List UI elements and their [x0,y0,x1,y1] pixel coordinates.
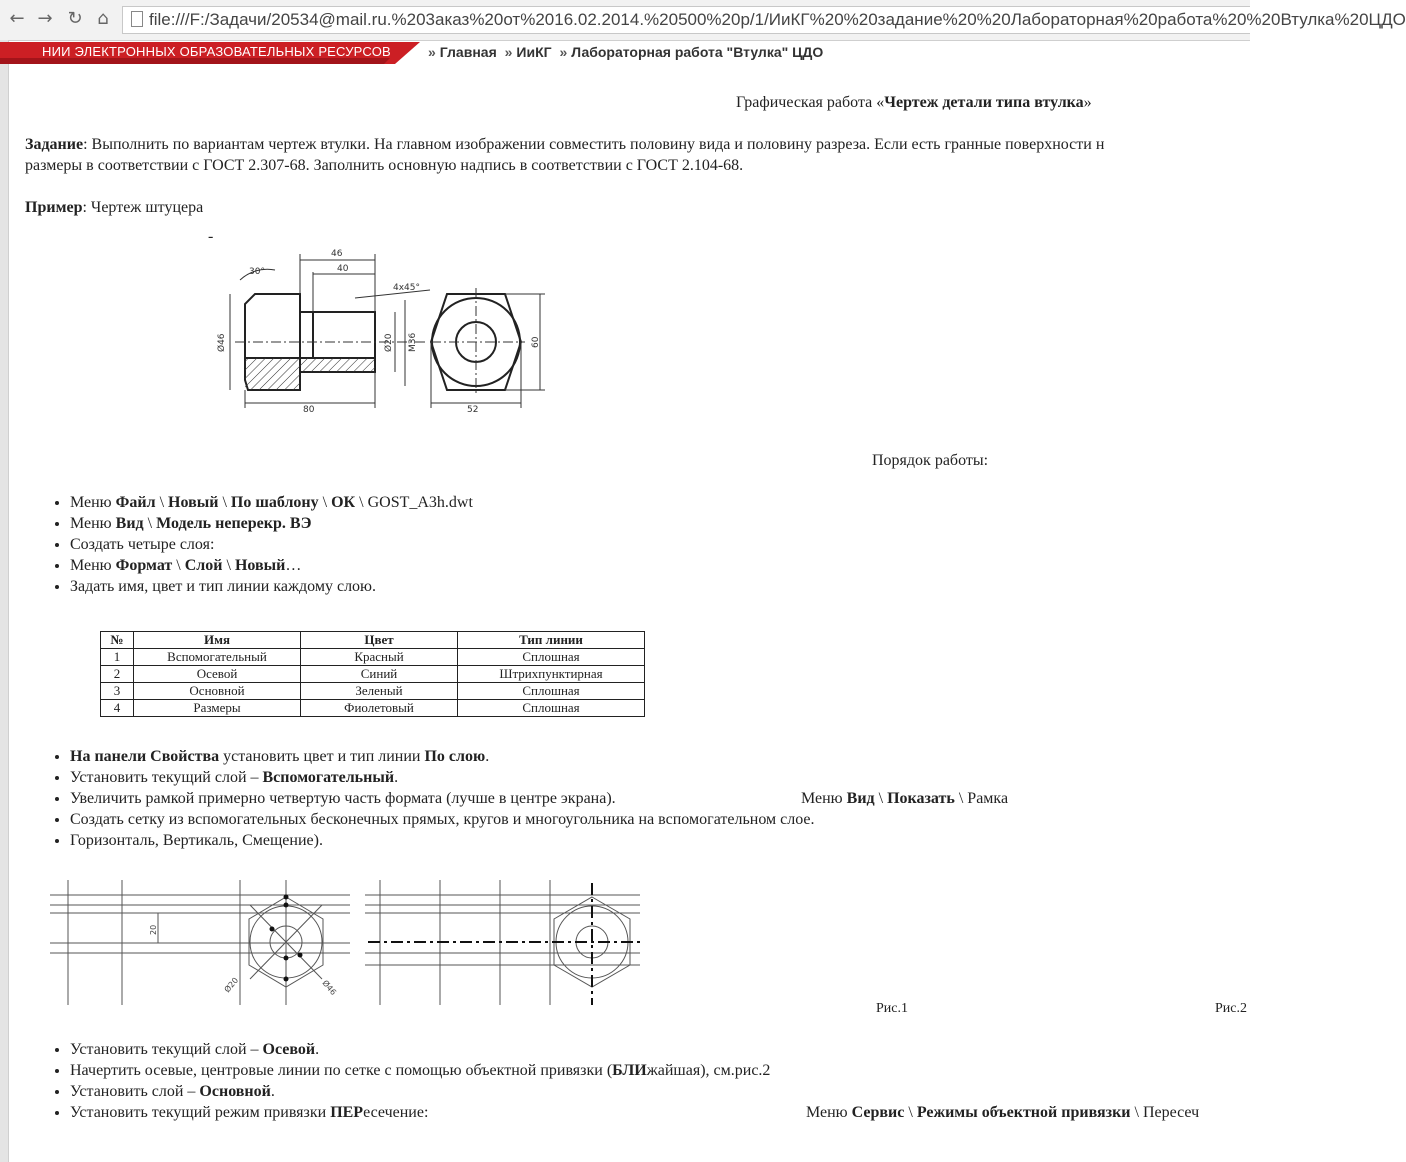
text-fragment: Создать сетку из вспомогательных бесконечных прямых, кругов и многоугольника на вспомогательном слое. [70,811,815,828]
bold-text: Новый [234,557,286,574]
list-item [70,1039,770,1060]
text-fragment: Установить слой – [70,1083,200,1100]
col-header-name: Имя [134,632,301,649]
list-item [70,809,815,830]
browser-toolbar [0,0,1406,41]
list-item [70,492,473,513]
window-left-edge [0,40,9,1162]
bold-text: Осевой [262,1041,316,1058]
text-fragment: Начертить осевые, центровые линии по сетке с помощью объектной привязки ( [70,1062,613,1079]
table-row [101,683,645,700]
list-item [70,555,473,576]
text-fragment: \ [155,494,169,511]
fig1-caption: Рис.1 [876,1001,908,1016]
cell-number: 4 [101,700,134,717]
text-fragment: . [485,748,490,765]
bold-text: Вспомогательный [262,769,395,786]
text-fragment: \ [222,557,235,574]
text-fragment: есечение: [363,1104,429,1121]
cell-linetype: Сплошная [458,649,645,666]
table-row [101,700,645,717]
col-header-color: Цвет [301,632,458,649]
cell-color: Красный [301,649,458,666]
text-fragment: Меню [70,515,116,532]
bold-text: Слой [184,557,223,574]
steps-list-3 [50,1039,770,1123]
list-item [70,513,473,534]
fig2-caption: Рис.2 [1215,1001,1247,1016]
list-item [70,767,815,788]
bold-text: По шаблону [230,494,319,511]
text-fragment: \ GOST_A3h.dwt [355,494,473,511]
text-fragment: Горизонталь, Вертикаль, Смещение). [70,832,323,849]
text-fragment: Меню [70,494,116,511]
bold-text: По слою [424,748,486,765]
text-fragment: Установить текущий режим привязки [70,1104,331,1121]
steps-list-1 [50,492,473,597]
text-fragment: установить цвет и тип линии [219,748,425,765]
cell-color: Фиолетовый [301,700,458,717]
fitting-drawing [205,240,555,415]
bold-text: На панели Свойства [70,748,220,765]
text-fragment: \ [904,1104,917,1121]
layers-table [100,631,645,717]
page-title [736,92,1092,113]
text-fragment: \ Пересеч [1130,1104,1200,1121]
cell-linetype: Сплошная [458,700,645,717]
dim-52: 52 [467,405,479,415]
fig-dim-phi20: Ø20 [222,975,241,995]
snap-menu-path [806,1102,1199,1123]
dim-phi46: Ø46 [217,333,227,352]
table-row [101,666,645,683]
cell-name: Размеры [134,700,301,717]
list-item [70,830,815,851]
bold-text: Вид [846,790,875,807]
list-item [70,576,473,597]
steps-list-2 [50,746,815,851]
text-fragment: \ Рамка [954,790,1009,807]
cell-number: 1 [101,649,134,666]
col-header-number: № [101,632,134,649]
forward-arrow-icon[interactable]: → [37,8,53,29]
title-suffix: » [1083,94,1092,111]
breadcrumb-separator: » [428,44,436,60]
reload-icon[interactable]: ↻ [67,8,83,29]
bold-text: Режимы объектной привязки [916,1104,1131,1121]
text-fragment: \ [218,494,231,511]
text-fragment: . [270,1083,275,1100]
text-fragment: Задать имя, цвет и тип линии каждому слою. [70,578,376,595]
task-text: : Выполнить по вариантам чертеж втулки. На главном изображении совместить половину вида и половину разреза. Если есть гранные поверхности н [83,136,1105,153]
table-row [101,649,645,666]
list-item [70,1102,770,1123]
text-fragment: Установить текущий слой – [70,1041,263,1058]
address-url[interactable]: file:///F:/Задачи/20534@mail.ru.%203аказ%20от%2016.02.2014.%20500%20р/1/ИиКГ%20%20задание%20%20Лабораторная%20работа%20%20Втулка%20ЦДО [149,10,1406,29]
bold-text: Основной [199,1083,271,1100]
site-banner-title[interactable]: НИИ ЭЛЕКТРОННЫХ ОБРАЗОВАТЕЛЬНЫХ РЕСУРСОВ [42,44,391,59]
bold-text: Сервис [851,1104,905,1121]
bold-text: ПЕР [330,1104,364,1121]
example-text: : Чертеж штуцера [82,199,204,216]
bold-text: Модель неперекр. ВЭ [156,515,312,532]
dim-46-top: 46 [331,249,343,259]
breadcrumb [424,44,823,60]
dim-m36: M36 [408,332,418,352]
dim-angle: 30° [249,267,265,277]
dim-60: 60 [531,336,541,348]
dash-mark: - [208,228,214,245]
table-header-row [101,632,645,649]
text-fragment: \ [143,515,157,532]
cell-name: Основной [134,683,301,700]
breadcrumb-separator: » [504,44,513,60]
cell-linetype: Штрихпунктирная [458,666,645,683]
list-item [70,534,473,555]
text-fragment: \ [318,494,332,511]
task-line-2: размеры в соответствии с ГОСТ 2.307-68. Заполнить основную надпись в соответствии с ГОСТ 2.104-68. [25,157,744,174]
text-fragment: \ [172,557,185,574]
cell-number: 2 [101,666,134,683]
task-label: Задание [25,136,84,153]
breadcrumb-separator: » [559,44,568,60]
bold-text: Формат [115,557,173,574]
col-header-linetype: Тип линии [458,632,645,649]
cell-color: Зеленый [301,683,458,700]
address-bar[interactable] [122,6,1406,34]
breadcrumb-home-link[interactable]: Главная [439,44,497,60]
list-item [70,1060,770,1081]
bold-text: БЛИ [612,1062,647,1079]
text-fragment: Установить текущий слой – [70,769,263,786]
text-fragment: … [285,557,302,574]
text-fragment: Увеличить рамкой примерно четвертую часть формата (лучше в центре экрана). [70,790,616,807]
fig-dim-20: 20 [149,924,158,935]
example-label: Пример [25,199,83,216]
breadcrumb-current: Лабораторная работа "Втулка" ЦДО [571,44,824,60]
task-line-1 [25,134,1104,155]
title-bold: Чертеж детали типа втулка [884,94,1084,111]
order-heading: Порядок работы: [872,452,989,469]
cell-color: Синий [301,666,458,683]
text-fragment: \ [874,790,888,807]
cell-number: 3 [101,683,134,700]
list-item [70,1081,770,1102]
zoom-menu-path [801,788,1008,809]
list-item [70,788,815,809]
text-fragment: . [315,1041,320,1058]
dim-chamfer: 4x45° [393,283,421,293]
cell-linetype: Сплошная [458,683,645,700]
example-line [25,197,203,218]
bold-text: Вид [115,515,144,532]
bold-text: ОК [331,494,356,511]
breadcrumb-iikg-link[interactable]: ИиКГ [516,44,552,60]
text-fragment: Создать четыре слоя: [70,536,215,553]
cell-name: Вспомогательный [134,649,301,666]
page-icon [131,11,143,27]
text-fragment: жайшая), см.рис.2 [646,1062,771,1079]
text-fragment: Меню [806,1104,852,1121]
bold-text: Файл [115,494,156,511]
bold-text: Новый [168,494,219,511]
text-fragment: Меню [70,557,116,574]
bold-text: Показать [887,790,955,807]
dim-80: 80 [303,405,315,415]
title-prefix: Графическая работа « [736,94,885,111]
cell-name: Осевой [134,666,301,683]
text-fragment: . [394,769,399,786]
text-fragment: Меню [801,790,847,807]
list-item [70,746,815,767]
back-arrow-icon[interactable]: ← [9,8,25,29]
dim-phi20: Ø20 [384,333,394,352]
grid-figures [50,875,645,1015]
fig-dim-phi46: Ø46 [320,978,338,997]
dim-40: 40 [337,264,349,274]
home-icon[interactable]: ⌂ [97,8,109,29]
